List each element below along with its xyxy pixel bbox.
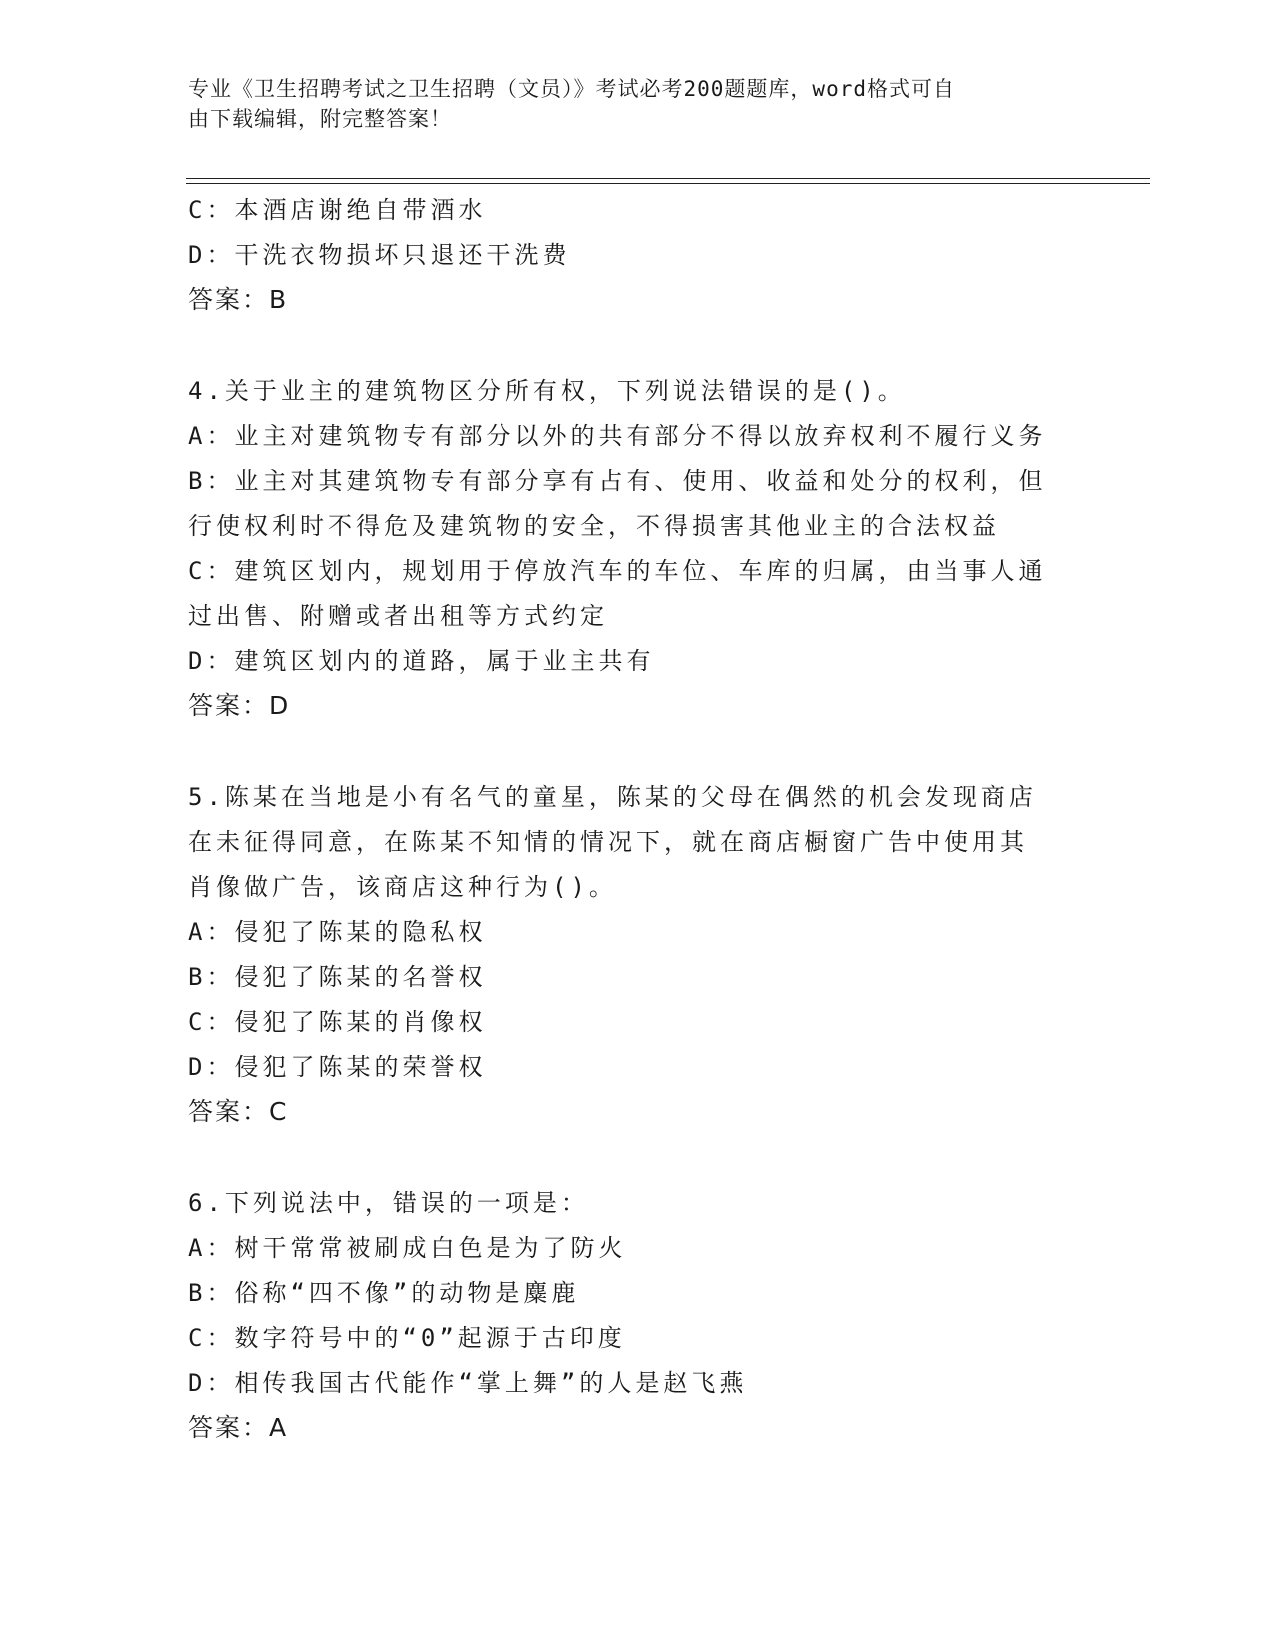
q5-stem-line3: 肖像做广告，该商店这种行为()。 (188, 873, 617, 901)
q4-answer: 答案：D (188, 691, 291, 720)
q3-answer: 答案：B (188, 285, 289, 314)
header-rule-bottom (186, 183, 1150, 184)
document-header (188, 74, 1068, 134)
q6-answer: 答案：A (188, 1413, 289, 1442)
q6-option-a: A：树干常常被刷成白色是为了防火 (188, 1234, 627, 1262)
q4-option-a: A：业主对建筑物专有部分以外的共有部分不得以放弃权利不履行义务 (188, 422, 1047, 450)
q4-option-c-line2: 过出售、附赠或者出租等方式约定 (188, 602, 608, 630)
q4-option-b-line1: B：业主对其建筑物专有部分享有占有、使用、收益和处分的权利，但 (188, 467, 1047, 495)
q4-option-d: D：建筑区划内的道路，属于业主共有 (188, 647, 655, 675)
q5-option-d: D：侵犯了陈某的荣誉权 (188, 1053, 487, 1081)
q3-option-d: D：干洗衣物损坏只退还干洗费 (188, 241, 571, 269)
q6-option-d: D：相传我国古代能作“掌上舞”的人是赵飞燕 (188, 1369, 748, 1397)
q5-answer: 答案：C (188, 1097, 289, 1126)
q3-option-c: C：本酒店谢绝自带酒水 (188, 196, 487, 224)
q5-option-b: B：侵犯了陈某的名誉权 (188, 963, 487, 991)
q4-option-c-line1: C：建筑区划内，规划用于停放汽车的车位、车库的归属，由当事人通 (188, 557, 1047, 585)
q4-option-b-line2: 行使权利时不得危及建筑物的安全，不得损害其他业主的合法权益 (188, 512, 1000, 540)
q5-stem-line2: 在未征得同意，在陈某不知情的情况下，就在商店橱窗广告中使用其 (188, 828, 1028, 856)
header-line-1: 专业《卫生招聘考试之卫生招聘（文员）》考试必考200题题库，word格式可自 (188, 77, 955, 101)
q5-option-a: A：侵犯了陈某的隐私权 (188, 918, 487, 946)
q5-stem-line1: 5.陈某在当地是小有名气的童星，陈某的父母在偶然的机会发现商店 (188, 783, 1037, 811)
q4-stem: 4.关于业主的建筑物区分所有权，下列说法错误的是()。 (188, 377, 906, 405)
header-line-2: 由下载编辑，附完整答案！ (188, 107, 452, 131)
q6-stem: 6.下列说法中，错误的一项是： (188, 1189, 589, 1217)
q5-option-c: C：侵犯了陈某的肖像权 (188, 1008, 487, 1036)
header-rule-top (186, 178, 1150, 179)
q6-option-b: B：俗称“四不像”的动物是麋鹿 (188, 1279, 580, 1307)
q6-option-c: C：数字符号中的“0”起源于古印度 (188, 1324, 626, 1352)
